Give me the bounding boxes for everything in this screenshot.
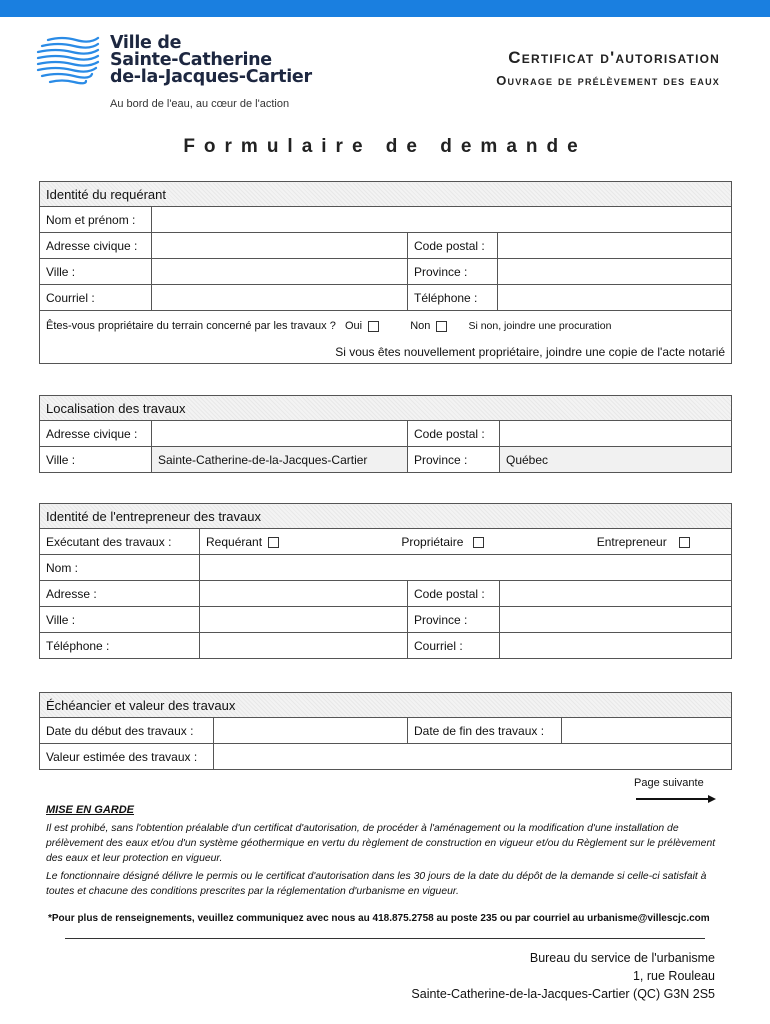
- contractor-email-input[interactable]: [500, 633, 732, 659]
- field-label: Téléphone :: [408, 285, 498, 311]
- city-name: [110, 35, 312, 86]
- requerant-label: Requérant: [206, 534, 263, 549]
- proprietaire-label: Propriétaire: [401, 534, 464, 549]
- city-input[interactable]: [152, 259, 408, 285]
- field-label: Code postal :: [408, 581, 500, 607]
- work-province-value: Québec: [500, 447, 732, 473]
- warning-paragraph: Le fonctionnaire désigné délivre le permis ou le certificat d'autorisation dans les 30 jours de la date du dépôt de la demande si celle-ci satisfait à toutes et chacune des conditions prescrites par la réglementation d'urbanisme en vigueur.: [46, 871, 707, 897]
- field-label: Date du début des travaux :: [40, 718, 214, 744]
- contractor-city-input[interactable]: [200, 607, 408, 633]
- province-input[interactable]: [498, 259, 732, 285]
- no-label: Non: [410, 320, 431, 332]
- top-color-bar: [0, 0, 770, 17]
- executant-option: [597, 535, 690, 549]
- field-label: Nom :: [40, 555, 200, 581]
- work-postal-code-input[interactable]: [500, 421, 732, 447]
- footer-office: Bureau du service de l'urbanisme: [529, 951, 715, 965]
- city-name-line: Sainte-Catherine: [110, 50, 272, 70]
- arrow-right-icon[interactable]: [636, 794, 716, 804]
- field-label: Code postal :: [408, 233, 498, 259]
- field-label: Province :: [408, 447, 500, 473]
- field-label: Adresse :: [40, 581, 200, 607]
- form-title: Formulaire de demande: [183, 136, 587, 157]
- certificate-subtitle: Ouvrage de prélèvement des eaux: [496, 73, 720, 88]
- next-page-label[interactable]: Page suivante: [634, 777, 704, 789]
- section-title: Échéancier et valeur des travaux: [40, 693, 732, 718]
- field-label: Ville :: [40, 607, 200, 633]
- new-owner-note: Si vous êtes nouvellement propriétaire, joindre une copie de l'acte notarié: [40, 341, 732, 364]
- entrepreneur-checkbox[interactable]: [679, 537, 690, 548]
- phone-input[interactable]: [498, 285, 732, 311]
- owner-question-row: [40, 311, 732, 342]
- section-requerant: [39, 181, 732, 364]
- field-label: Valeur estimée des travaux :: [40, 744, 214, 770]
- yes-checkbox[interactable]: [368, 321, 379, 332]
- field-label: Province :: [408, 259, 498, 285]
- postal-code-input[interactable]: [498, 233, 732, 259]
- executant-option: [401, 535, 593, 549]
- address-input[interactable]: [152, 233, 408, 259]
- field-label: Ville :: [40, 447, 152, 473]
- field-label: Province :: [408, 607, 500, 633]
- field-label: Ville :: [40, 259, 152, 285]
- city-name-line: Ville de: [110, 33, 182, 53]
- email-input[interactable]: [152, 285, 408, 311]
- section-title: Identité de l'entrepreneur des travaux: [40, 504, 732, 529]
- field-label: Courriel :: [40, 285, 152, 311]
- contractor-address-input[interactable]: [200, 581, 408, 607]
- warning-title: MISE EN GARDE: [46, 804, 135, 816]
- section-echeancier: [39, 692, 732, 770]
- work-address-input[interactable]: [152, 421, 408, 447]
- end-date-input[interactable]: [562, 718, 732, 744]
- name-input[interactable]: [152, 207, 732, 233]
- city-tagline: Au bord de l'eau, au cœur de l'action: [110, 98, 290, 110]
- field-label: Nom et prénom :: [40, 207, 152, 233]
- contractor-phone-input[interactable]: [200, 633, 408, 659]
- contractor-postal-code-input[interactable]: [500, 581, 732, 607]
- contact-info: *Pour plus de renseignements, veuillez communiquez avec nous au 418.875.2758 au poste 235 ou par courriel au urbanisme@villescjc.com: [48, 913, 710, 924]
- field-label: Adresse civique :: [40, 421, 152, 447]
- no-checkbox[interactable]: [436, 321, 447, 332]
- entrepreneur-label: Entrepreneur: [596, 534, 667, 549]
- estimated-value-input[interactable]: [214, 744, 732, 770]
- proprietaire-checkbox[interactable]: [473, 537, 484, 548]
- field-label: Date de fin des travaux :: [408, 718, 562, 744]
- section-title: Localisation des travaux: [40, 396, 732, 421]
- warning-paragraph: Il est prohibé, sans l'obtention préalable d'un certificat d'autorisation, de procéder à l'aménagement ou la modification d'une installation de prélèvement des eaux et/ou d'un système géothermique en vertu du règlement de construction en vigueur et/ou du Règlement sur le prélèvement des eaux et leur protection en vigueur.: [46, 823, 716, 864]
- field-label: Adresse civique :: [40, 233, 152, 259]
- proxy-note: Si non, joindre une procuration: [468, 320, 612, 332]
- footer-street: 1, rue Rouleau: [632, 969, 715, 983]
- contractor-name-input[interactable]: [200, 555, 732, 581]
- city-name-line: de-la-Jacques-Cartier: [110, 67, 312, 87]
- contractor-province-input[interactable]: [500, 607, 732, 633]
- yes-label: Oui: [345, 320, 363, 332]
- start-date-input[interactable]: [214, 718, 408, 744]
- executant-option: [206, 535, 398, 549]
- requerant-checkbox[interactable]: [268, 537, 279, 548]
- certificate-title: Certificat d'autorisation: [508, 48, 720, 67]
- footer-city: Sainte-Catherine-de-la-Jacques-Cartier (QC) G3N 2S5: [411, 987, 715, 1001]
- field-label: Code postal :: [408, 421, 500, 447]
- owner-question: Êtes-vous propriétaire du terrain concerné par les travaux ?: [46, 320, 336, 332]
- work-city-value: Sainte-Catherine-de-la-Jacques-Cartier: [152, 447, 408, 473]
- section-title: Identité du requérant: [40, 182, 732, 207]
- field-label: Téléphone :: [40, 633, 200, 659]
- section-entrepreneur: [39, 503, 732, 659]
- city-logo-icon: [36, 36, 100, 86]
- field-label: Exécutant des travaux :: [40, 529, 200, 555]
- section-localisation: [39, 395, 732, 473]
- executant-options: [200, 529, 732, 555]
- field-label: Courriel :: [408, 633, 500, 659]
- divider: [65, 938, 705, 939]
